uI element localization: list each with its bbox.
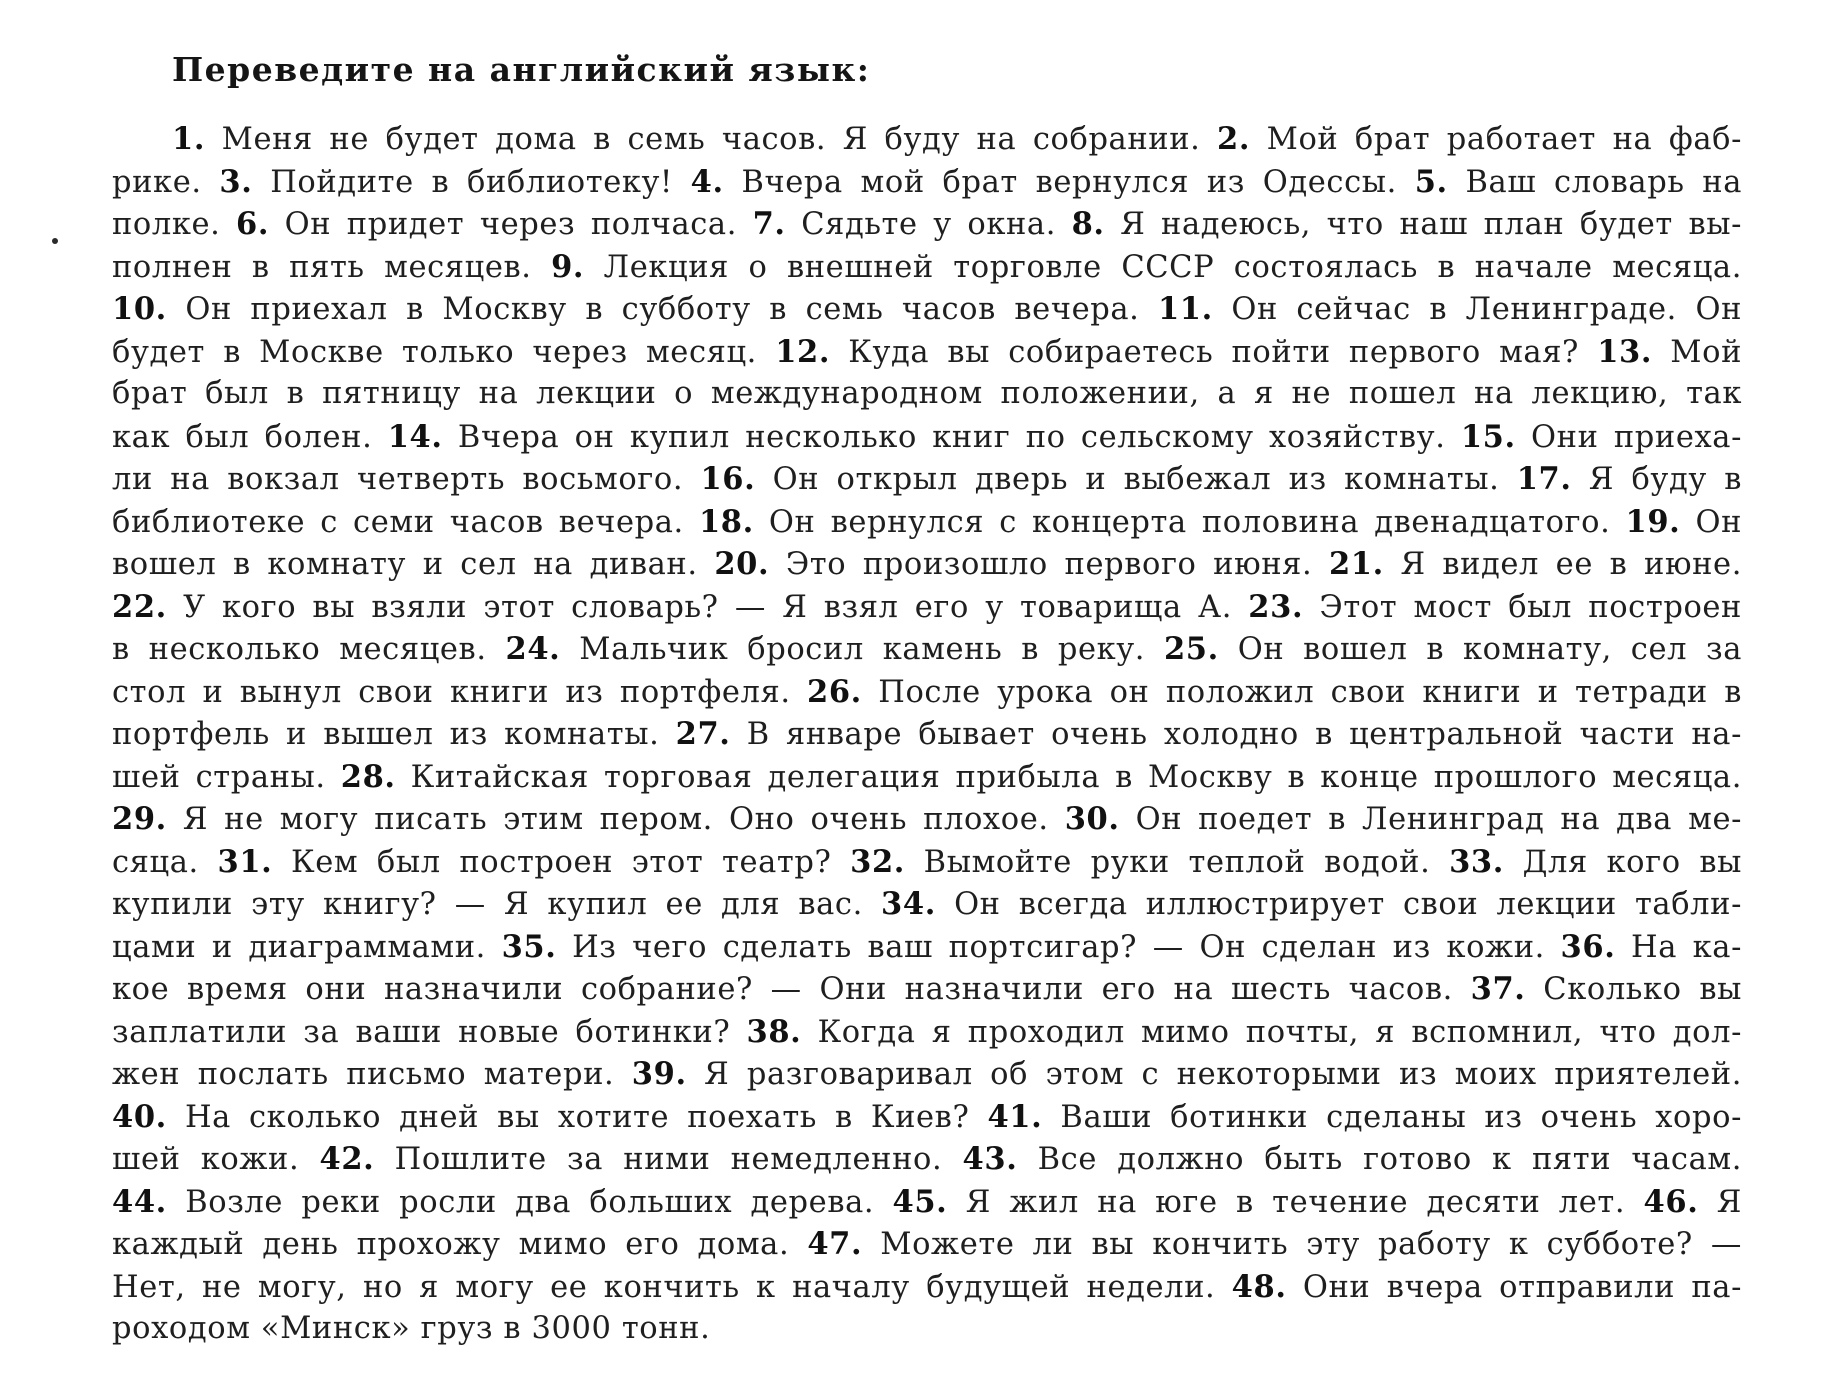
sentence-text: жен послать письмо матери. [112,1057,632,1092]
text-line [112,1266,1742,1309]
sentence-text: библиотеке с семи часов вечера. [112,504,699,540]
sentence-number: 20. [714,546,770,582]
sentence-number: 35. [501,928,557,965]
sentence-number: 16. [700,461,756,497]
sentence-text: Куда вы собираетесь пойти первого мая? [830,334,1598,370]
text-line [112,118,1742,161]
sentence-text: полке. [112,207,237,242]
sentence-text: Он вернулся с концерта половина двенадцатого. [753,504,1626,540]
sentence-number: 29. [112,801,167,837]
sentence-text: У кого вы взяли этот словарь? — Я взял его у товарища А. [166,589,1249,625]
sentence-number: 40. [112,1098,167,1135]
sentence-number: 24. [505,631,561,667]
text-line [112,671,1742,714]
sentence-text: Кем был построен этот театр? [272,844,851,880]
sentence-number: 44. [112,1183,167,1220]
sentence-number: 43. [962,1141,1018,1177]
margin-dot [52,238,58,244]
sentence-number: 22. [112,588,167,625]
sentence-number: 48. [1231,1268,1287,1305]
sentence-text: Ваш словарь на [1447,164,1742,200]
text-line [112,203,1742,246]
sentence-number: 28. [340,758,396,795]
sentence-number: 41. [987,1098,1043,1135]
sentence-number: 23. [1248,588,1304,625]
sentence-number: 46. [1643,1183,1699,1220]
sentence-text: Он поедет в Ленинград на два ме- [1119,802,1743,837]
sentence-text: Он открыл дверь и выбежал из комнаты. [755,462,1517,497]
text-line [112,501,1742,544]
sentence-text: каждый день прохожу мимо его дома. [112,1227,808,1262]
sentence-text: Мой [1652,334,1742,370]
text-line [112,1181,1742,1224]
sentence-text: Ваши ботинки сделаны из очень хоро- [1042,1099,1742,1135]
text-line [112,373,1742,416]
sentence-text: На сколько дней вы хотите поехать в Киев? [166,1099,988,1135]
sentence-text: Мальчик бросил камень в реку. [560,632,1164,667]
sentence-text: Китайская торговая делегация прибыла в Москву в конце прошлого месяца. [395,759,1742,795]
text-line [112,586,1742,629]
sentence-number: 4. [690,163,724,200]
exercise-text [112,118,1742,1351]
text-line [112,756,1742,799]
sentence-number: 31. [217,843,273,880]
text-line [112,883,1742,926]
sentence-text: стол и вынул свои книги из портфеля. [112,674,808,710]
sentence-text: шей кожи. [112,1142,320,1177]
sentence-number: 30. [1064,801,1120,837]
sentence-text: Я жил на юге в течение десяти лет. [947,1184,1644,1220]
sentence-text: роходом «Минск» груз в 3000 тонн. [112,1311,711,1346]
sentence-number: 13. [1597,333,1653,370]
sentence-text: Когда я проходил мимо почты, я вспомнил, что дол- [801,1014,1742,1050]
sentence-number: 39. [631,1056,687,1092]
sentence-text: ли на вокзал четверть восьмого. [112,462,701,497]
sentence-number: 9. [551,248,585,285]
text-line [112,543,1742,586]
sentence-text: купили эту книгу? — Я купил ее для вас. [112,887,882,922]
sentence-text: На ка- [1615,929,1742,965]
sentence-text: Этот мост был построен [1303,589,1742,625]
sentence-text: будет в Москве только через месяц. [112,334,776,370]
text-line [112,1096,1742,1139]
sentence-text: Из чего сделать ваш портсигар? — Он сделан из кожи. [556,929,1561,965]
sentence-number: 36. [1560,928,1616,965]
sentence-text: Возле реки росли два больших дерева. [166,1184,893,1220]
sentence-number: 8. [1071,206,1105,242]
text-line [112,161,1742,204]
sentence-text: Все должно быть готово к пяти часам. [1017,1142,1742,1177]
sentence-number: 7. [752,206,786,242]
text-line [112,288,1742,331]
sentence-text: Он приехал в Москву в субботу в семь часов вечера. [166,292,1158,327]
sentence-number: 33. [1449,843,1504,880]
sentence-text: заплатили за ваши новые ботинки? [112,1014,747,1050]
text-line [112,926,1742,969]
sentence-text: После урока он положил свои книги и тетради в [861,674,1742,710]
sentence-number: 2. [1217,121,1251,157]
sentence-text: Вымойте руки теплой водой. [905,844,1450,880]
sentence-text: Вчера он купил несколько книг по сельскому хозяйству. [442,419,1461,455]
sentence-text: цами и диаграммами. [112,929,502,965]
sentence-text: шей страны. [112,759,341,795]
sentence-text: Сколько вы [1525,972,1742,1007]
sentence-number: 42. [319,1141,375,1177]
sentence-text: Я видел ее в июне. [1383,547,1742,582]
text-line [112,1138,1742,1181]
sentence-text: Мой брат работает на фаб- [1250,122,1742,157]
sentence-number: 6. [236,206,270,242]
sentence-text: брат был в пятницу на лекции о международном положении, а я не пошел на лекцию, так [112,376,1742,411]
text-line [112,246,1742,289]
sentence-text: В январе бывает очень холодно в центральной части на- [730,717,1743,752]
sentence-number: 14. [387,418,443,455]
sentence-text: портфель и вышел из комнаты. [112,717,676,752]
sentence-text: Они вчера отправили па- [1286,1269,1742,1305]
sentence-text: Для кого вы [1503,844,1742,880]
sentence-number: 27. [675,716,731,752]
text-line [112,1053,1742,1096]
sentence-number: 12. [775,333,831,370]
sentence-number: 25. [1163,631,1219,667]
text-line [112,1308,1742,1351]
sentence-text: полнен в пять месяцев. [112,249,552,285]
text-line [112,1223,1742,1266]
sentence-number: 32. [850,843,906,880]
text-line [112,968,1742,1011]
sentence-number: 19. [1625,503,1681,540]
sentence-text: Это произошло первого июня. [769,547,1329,582]
sentence-number: 21. [1328,546,1384,582]
sentence-text: Я не могу писать этим пером. Оно очень плохое. [166,802,1065,837]
text-line [112,416,1742,459]
sentence-text: рике. [112,164,220,200]
sentence-text: Я надеюсь, что наш план будет вы- [1104,207,1743,242]
sentence-text: Они приеха- [1515,419,1742,455]
sentence-text: Я буду в [1571,462,1742,497]
sentence-text: Он [1680,504,1743,540]
sentence-number: 45. [892,1183,948,1220]
text-line [112,331,1742,374]
text-line [112,458,1742,501]
sentence-text: Он сейчас в Ленинграде. Он [1212,292,1742,327]
sentence-number: 18. [698,503,754,540]
sentence-text: Пошлите за ними немедленно. [374,1142,963,1177]
sentence-text: Пойдите в библиотеку! [252,164,691,200]
sentence-number: 17. [1516,461,1572,497]
text-line [112,798,1742,841]
sentence-number: 15. [1460,418,1516,455]
text-line [112,713,1742,756]
sentence-number: 47. [807,1226,863,1262]
sentence-text: Можете ли вы кончить эту работу к субботе? — [862,1227,1742,1262]
sentence-text: Я разговаривал об этом с некоторыми из моих приятелей. [686,1057,1742,1092]
sentence-number: 10. [112,291,167,327]
sentence-text: сяца. [112,844,218,880]
text-line [112,628,1742,671]
sentence-text: Лекция о внешней торговле СССР состоялась в начале месяца. [584,249,1742,285]
exercise-heading: Переведите на английский язык: [172,50,871,89]
sentence-text: Он всегда иллюстрирует свои лекции табли- [935,887,1742,922]
sentence-number: 34. [881,886,936,922]
sentence-text: Вчера мой брат вернулся из Одессы. [723,164,1415,200]
sentence-text: Я [1698,1184,1742,1220]
text-line [112,841,1742,884]
sentence-text: кое время они назначили собрание? — Они назначили его на шесть часов. [112,972,1471,1007]
sentence-number: 1. [172,121,206,157]
sentence-text: как был болен. [112,419,388,455]
sentence-number: 11. [1157,291,1213,327]
sentence-number: 3. [219,163,253,200]
sentence-text: Меня не будет дома в семь часов. Я буду на собрании. [205,122,1217,157]
text-line [112,1011,1742,1054]
sentence-number: 26. [807,673,862,710]
sentence-number: 5. [1414,163,1448,200]
sentence-text: в несколько месяцев. [112,632,506,667]
sentence-number: 38. [746,1013,802,1050]
sentence-text: Сядьте у окна. [785,207,1072,242]
sentence-text: вошел в комнату и сел на диван. [112,547,715,582]
sentence-text: Он вошел в комнату, сел за [1218,632,1742,667]
sentence-number: 37. [1470,971,1526,1007]
sentence-text: Он придет через полчаса. [269,207,753,242]
sentence-text: Нет, не могу, но я могу ее кончить к началу будущей недели. [112,1269,1232,1305]
